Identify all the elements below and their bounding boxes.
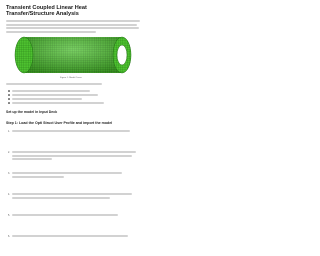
text-line: [12, 235, 128, 237]
text-line: [12, 197, 110, 199]
bullet-icon: [8, 94, 10, 96]
text-line: [12, 90, 90, 92]
text-line: [12, 130, 130, 132]
bullet-icon: [8, 98, 10, 100]
bullet-list: [8, 90, 128, 106]
text-line: [6, 31, 96, 33]
text-line: [12, 102, 104, 104]
text-line: [12, 155, 132, 157]
list-item: [8, 102, 128, 104]
pipe-shading: [24, 37, 122, 73]
section-heading: Set up the model in Input Deck: [6, 110, 58, 114]
text-line: [12, 214, 118, 216]
step-number: 2.: [8, 151, 10, 154]
text-line: [12, 176, 64, 178]
pipe-model-figure: [6, 34, 142, 76]
step-item: [8, 172, 144, 190]
text-line: [6, 24, 137, 26]
step-item: [8, 151, 144, 169]
step-number: 4.: [8, 193, 10, 196]
step-item: [8, 193, 144, 211]
step-number: 5.: [8, 214, 10, 217]
list-item: [8, 90, 128, 92]
text-line: [12, 172, 122, 174]
step-heading: Step 1: Load the Opti Struct User Profile and import the model: [6, 121, 113, 125]
text-line: [12, 94, 98, 96]
document-title: [6, 5, 136, 18]
document-page: [0, 0, 149, 238]
text-line: [12, 193, 132, 195]
text-line: [6, 20, 140, 22]
title-text: Transient Coupled Linear Heat Transfer/Structure Analysis: [6, 5, 87, 18]
bullet-icon: [8, 102, 10, 104]
pipe-left-end: [15, 37, 33, 73]
text-line: [12, 151, 136, 153]
text-line: [6, 27, 139, 29]
step-item: [8, 235, 144, 253]
bullet-icon: [8, 90, 10, 92]
pipe-opening: [117, 45, 127, 65]
step-item: [8, 130, 144, 148]
step-number: 3.: [8, 172, 10, 175]
text-line: [12, 158, 52, 160]
numbered-steps: [8, 130, 144, 256]
description-paragraph: [6, 83, 106, 87]
step-number: 6.: [8, 235, 10, 238]
step-number: 1.: [8, 130, 10, 133]
text-line: [6, 83, 102, 85]
figure-caption: Figure 1: Model Cover: [60, 77, 82, 79]
list-item: [8, 94, 128, 96]
intro-paragraph: [6, 20, 142, 34]
step-item: [8, 214, 144, 232]
list-item: [8, 98, 128, 100]
text-line: [12, 98, 82, 100]
